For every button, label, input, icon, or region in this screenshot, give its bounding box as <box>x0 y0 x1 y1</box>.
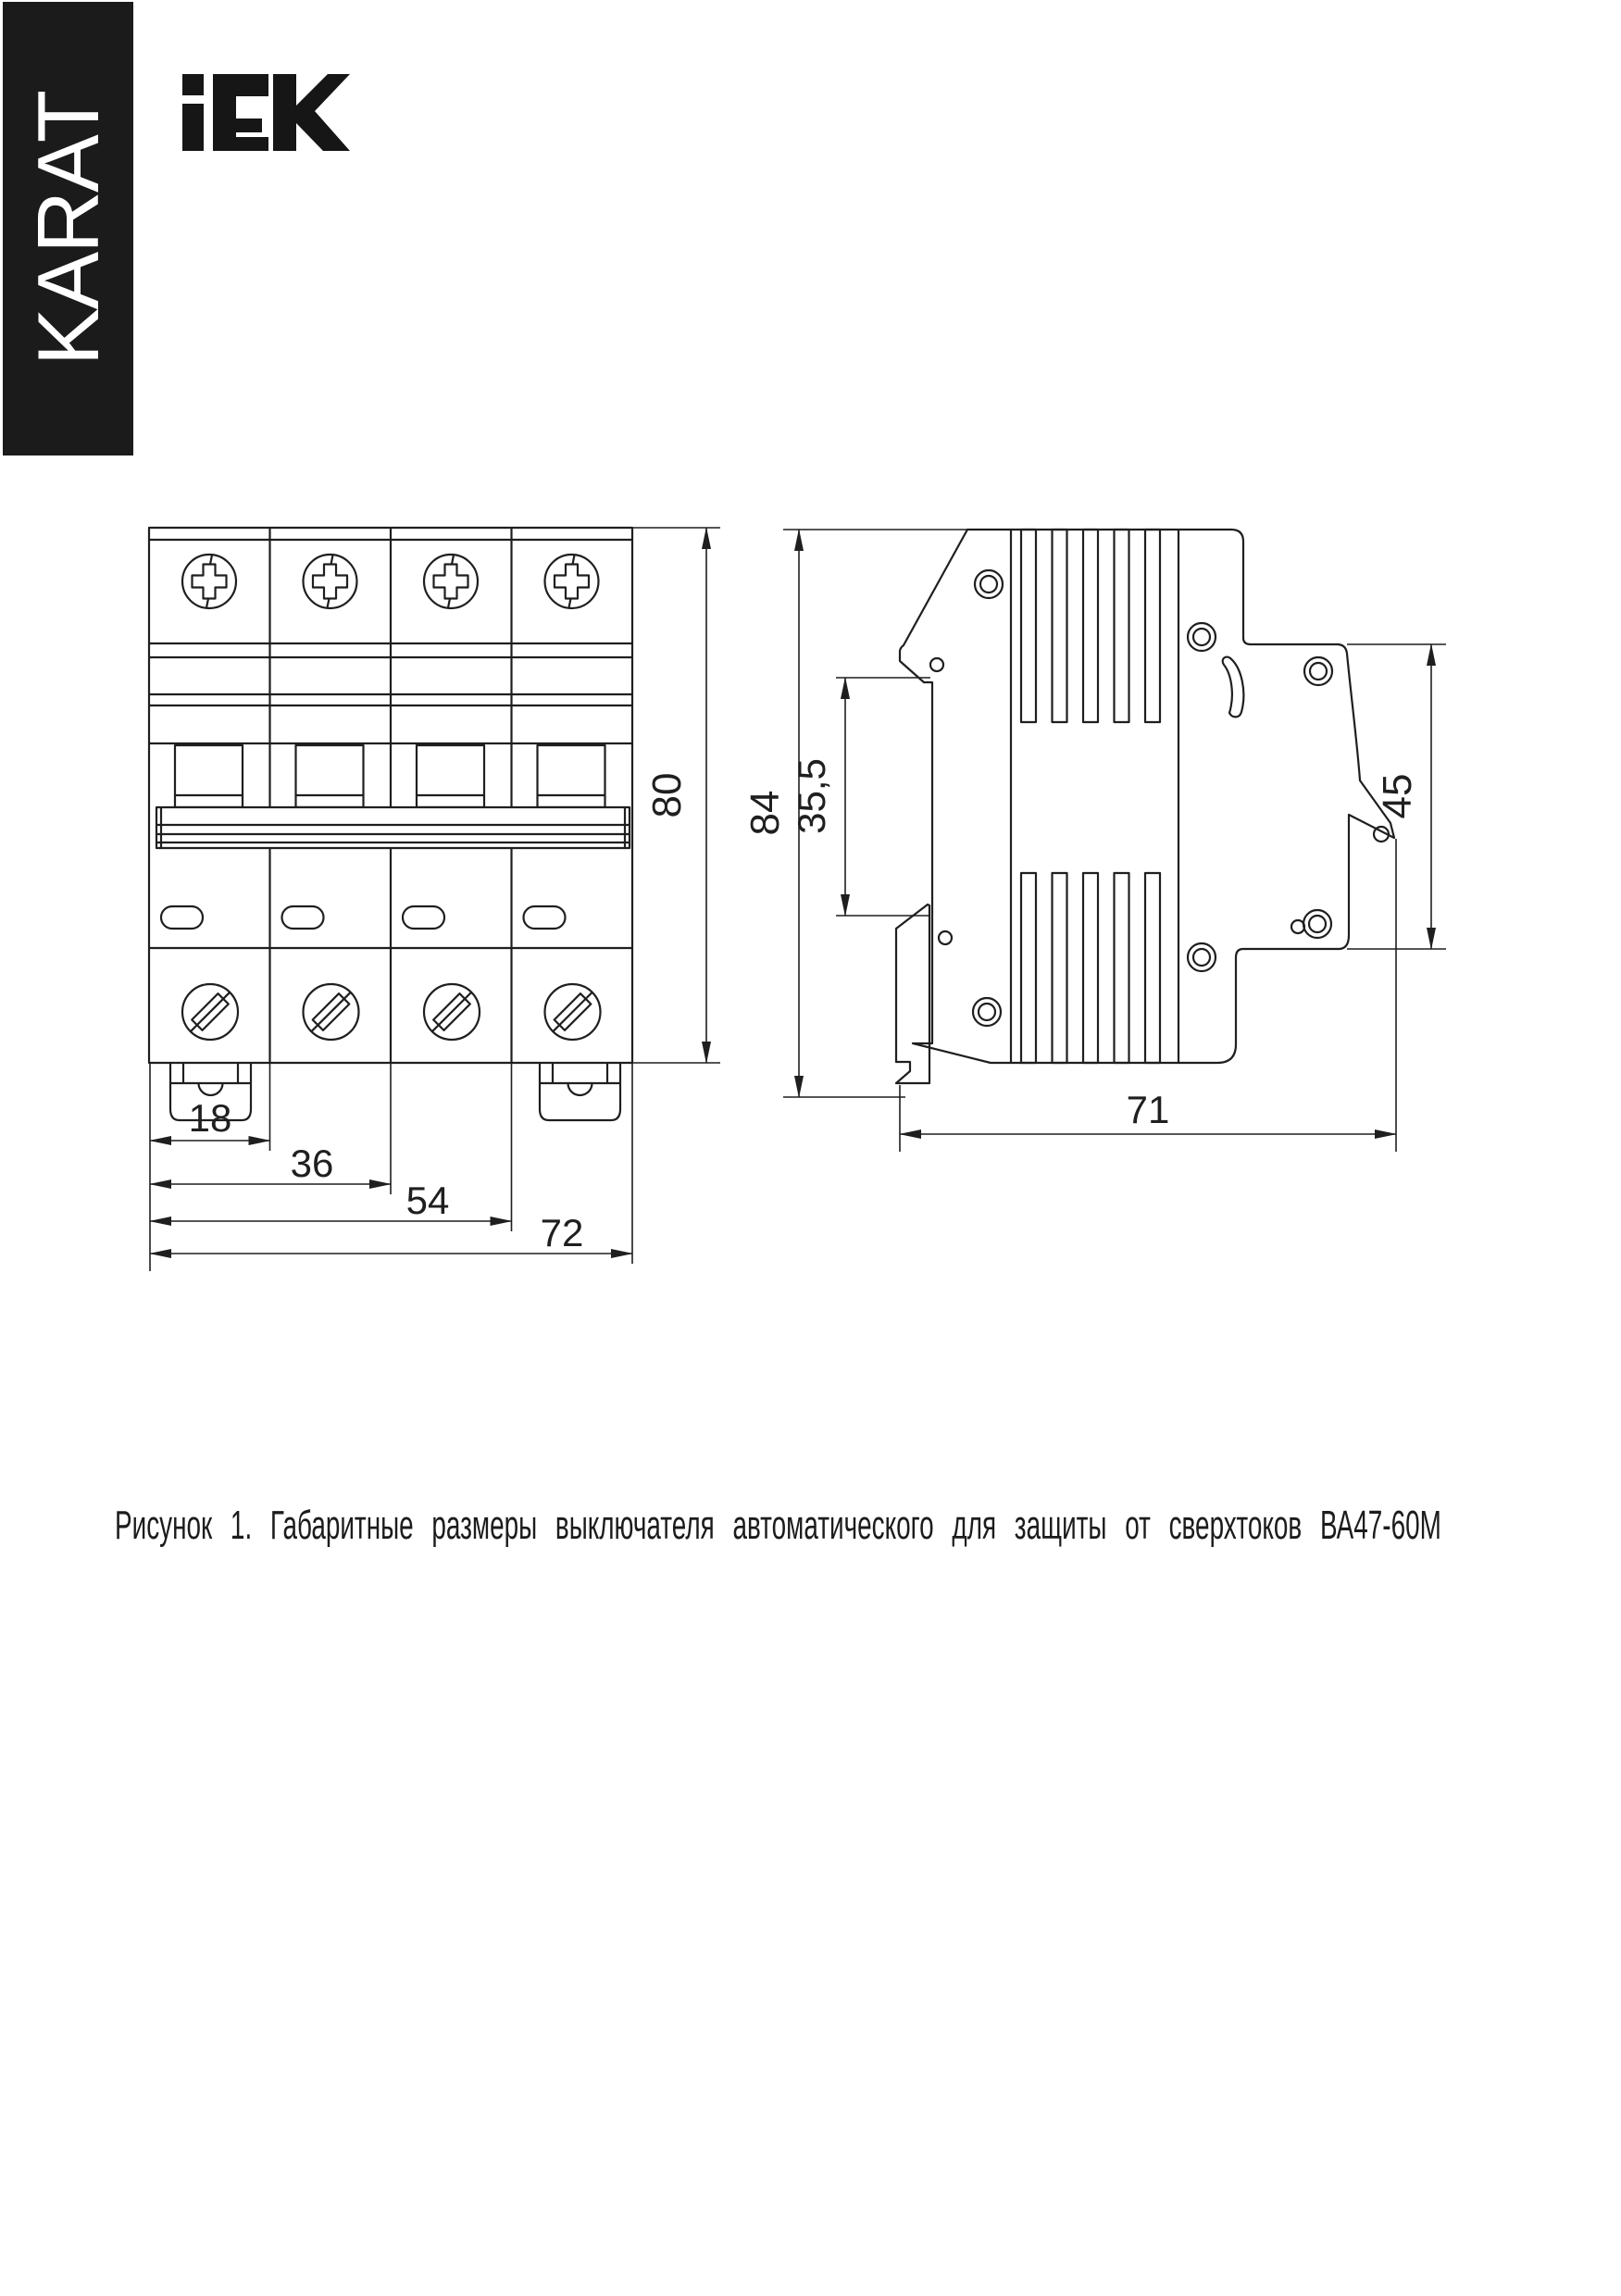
front-toggle-bar <box>156 807 630 848</box>
karat-banner-text: KARAT <box>19 91 117 367</box>
side-vent-slots-top <box>1021 530 1160 722</box>
dim-label-36: 36 <box>290 1142 334 1185</box>
dim-label-84: 84 <box>742 790 788 836</box>
dim-label-18: 18 <box>188 1096 232 1140</box>
dim-label-35-5: 35,5 <box>790 758 833 834</box>
front-dimensions <box>150 528 720 1271</box>
figure-caption: Рисунок 1. Габаритные размеры выключателя автоматического для защиты от сверхтоков ВА47-60М <box>115 1503 1441 1548</box>
dim-label-72: 72 <box>540 1211 584 1254</box>
dim-label-45: 45 <box>1375 773 1420 819</box>
side-vent-slots-bottom <box>1021 873 1160 1063</box>
dim-label-54: 54 <box>405 1179 450 1222</box>
side-din-clip <box>896 905 929 1083</box>
side-view <box>742 530 1446 1152</box>
dim-label-71: 71 <box>1126 1088 1170 1131</box>
dim-label-80: 80 <box>644 772 690 818</box>
front-view <box>149 528 720 1271</box>
front-din-clips <box>170 1063 620 1120</box>
side-curved-slot <box>1223 657 1244 718</box>
side-dimensions <box>742 530 1446 1152</box>
front-indicator-windows <box>161 906 566 929</box>
